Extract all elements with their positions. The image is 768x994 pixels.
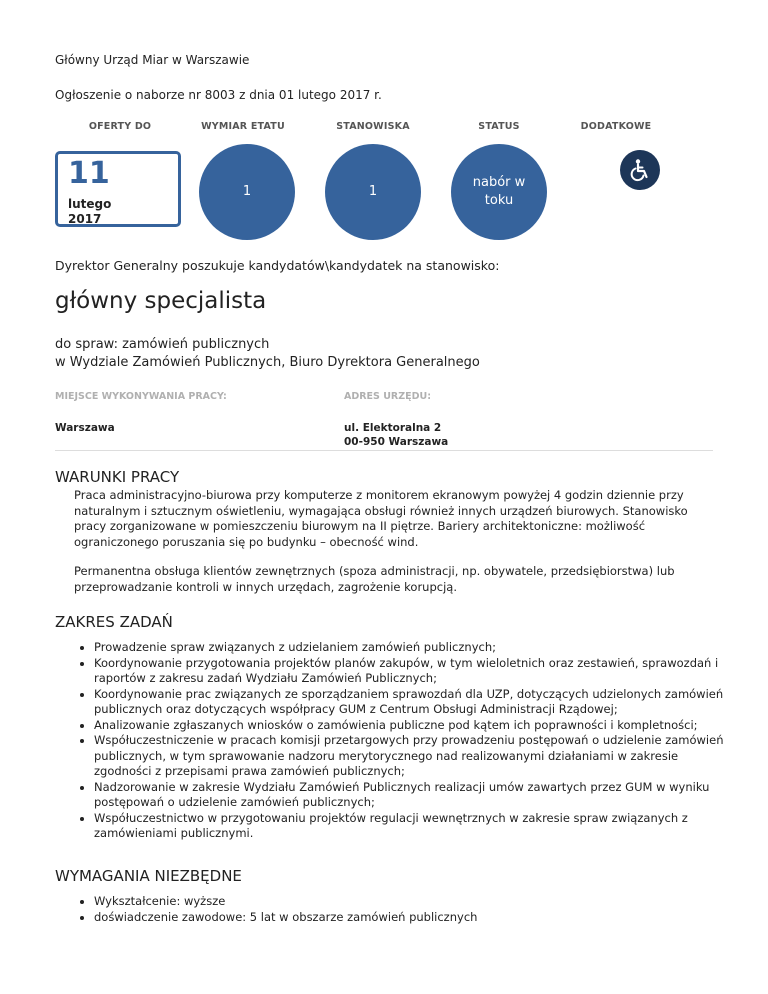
column-header-status: STATUS: [478, 121, 520, 132]
status-value: nabór w toku: [472, 175, 526, 208]
column-header-extra: DODATKOWE: [580, 121, 652, 132]
deadline-year: 2017: [68, 212, 102, 226]
fte-badge: [199, 144, 295, 240]
office-address: [344, 421, 448, 449]
wheelchair-icon: [620, 150, 660, 190]
list-item: • Koordynowanie prac związanych ze sporządzaniem sprawozdań dla UZP, dotyczących udzielonych zamówień publicznych oraz dotyczących współpracy GUM z Centrum Obsługi Administracji Rządowej;: [94, 687, 734, 718]
list-item: • Nadzorowanie w zakresie Wydziału Zamówień Publicznych realizacji umów zawartych przez GUM w wyniku postępowań o udzielenie zamówień publicznych;: [94, 780, 734, 811]
job-unit: w Wydziale Zamówień Publicznych, Biuro Dyrektora Generalnego: [55, 355, 480, 370]
requirements-heading: WYMAGANIA NIEZBĘDNE: [55, 867, 242, 885]
intro-text: Dyrektor Generalny poszukuje kandydatów\kandydatek na stanowisko:: [55, 258, 500, 273]
address-line-1: ul. Elektoralna 2: [344, 422, 442, 434]
address-line-2: 00-950 Warszawa: [344, 436, 449, 448]
notice-title: Ogłoszenie o naborze nr 8003 z dnia 01 lutego 2017 r.: [55, 88, 382, 102]
positions-value: 1: [368, 184, 378, 199]
deadline-month: lutego: [68, 197, 112, 211]
workplace-value: Warszawa: [55, 422, 115, 434]
list-item: • Współuczestnictwo w przygotowaniu projektów regulacji wewnętrznych w zakresie spraw związanych z zamówieniami publicznymi.: [94, 811, 734, 842]
tasks-heading: ZAKRES ZADAŃ: [55, 613, 173, 631]
conditions-heading: WARUNKI PRACY: [55, 468, 180, 486]
column-header-fte: WYMIAR ETATU: [201, 121, 285, 132]
conditions-paragraph-2: Permanentna obsługa klientów zewnętrznych (spoza administracji, np. obywatele, przedsiębiorstwa) lub przeprowadzanie kontroli w innych urzędach, zagrożenie korupcją.: [74, 564, 675, 594]
workplace-label: MIEJSCE WYKONYWANIA PRACY:: [55, 391, 227, 402]
fte-value: 1: [242, 184, 252, 199]
status-badge: [451, 144, 547, 240]
deadline-day: 11: [68, 156, 110, 191]
list-item: • Wykształcenie: wyższe: [94, 894, 734, 910]
deadline-box: [55, 151, 181, 227]
tasks-list: [78, 640, 734, 842]
list-item: • Analizowanie zgłaszanych wniosków o zamówienia publiczne pod kątem ich poprawności i kompletności;: [94, 718, 734, 734]
list-item: • Koordynowanie przygotowania projektów planów zakupów, w tym wieloletnich oraz zestawień, sprawozdań i raportów z zakresu zadań Wydziału Zamówień Publicznych;: [94, 656, 734, 687]
list-item: • Współuczestniczenie w pracach komisji przetargowych przy prowadzeniu postępowań o udzielenie zamówień publicznych, w tym sprawowanie nadzoru merytorycznego nad realizowanymi działaniami w zakresie zgodności z przepisami prawa zamówień publicznych;: [94, 733, 734, 780]
requirements-list: [78, 894, 734, 925]
list-item: • doświadczenie zawodowe: 5 lat w obszarze zamówień publicznych: [94, 910, 734, 926]
column-header-deadline: OFERTY DO: [88, 121, 152, 132]
organization-name: Główny Urząd Miar w Warszawie: [55, 53, 250, 67]
office-address-label: ADRES URZĘDU:: [344, 391, 431, 402]
list-item: • Prowadzenie spraw związanych z udzielaniem zamówień publicznych;: [94, 640, 734, 656]
conditions-paragraph-1: Praca administracyjno-biurowa przy komputerze z monitorem ekranowym powyżej 4 godzin dziennie przy naturalnym i sztucznym oświetleniu, wymagająca obsługi również innych urządzeń biurowych. Stanowisko pracy zorganizowane w pomieszczeniu biurowym na II piętrze. Bariery architektoniczne: możliwość ograniczonego poruszania się po budynku – obecność wind.: [74, 488, 688, 549]
section-divider: [55, 450, 713, 451]
positions-badge: [325, 144, 421, 240]
job-department: [55, 336, 480, 372]
column-header-positions: STANOWISKA: [336, 121, 410, 132]
job-area: do spraw: zamówień publicznych: [55, 337, 270, 352]
job-title: główny specjalista: [55, 288, 267, 314]
